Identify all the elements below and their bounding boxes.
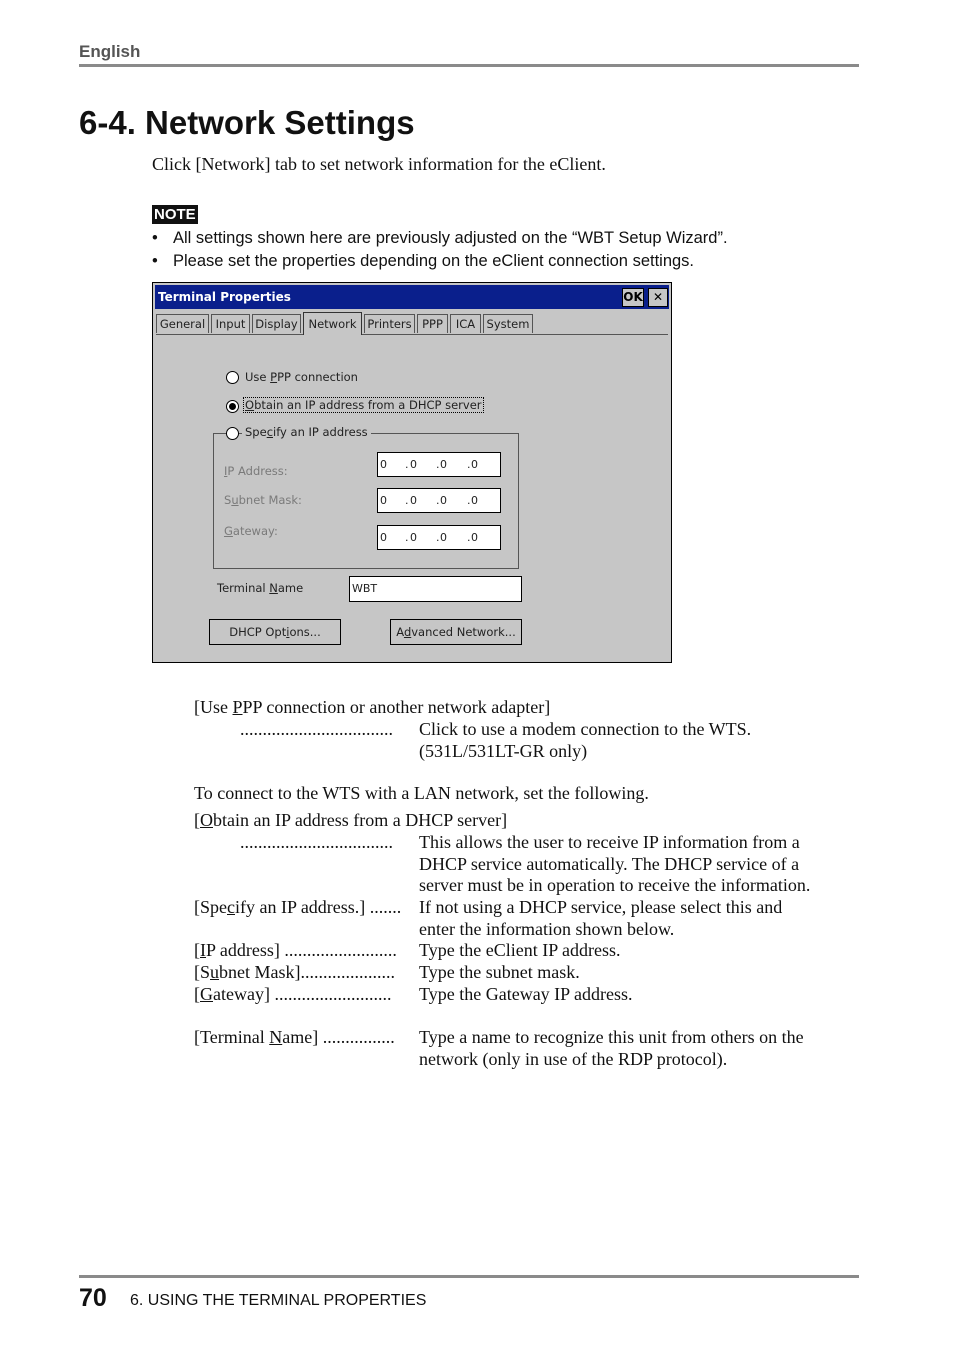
subnet-heading: [Subnet Mask].....................	[194, 962, 395, 982]
tab-printers[interactable]: Printers	[364, 314, 415, 333]
ip-address-label: IP Address:	[224, 464, 288, 478]
close-icon[interactable]: ✕	[648, 288, 668, 307]
footer-chapter: 6. USING THE TERMINAL PROPERTIES	[130, 1292, 427, 1309]
network-tab-panel	[156, 334, 668, 661]
radio-use-ppp-label[interactable]: Use PPP connection	[245, 370, 358, 384]
dhcp-heading: [Obtain an IP address from a DHCP server]	[194, 810, 508, 830]
dhcp-leader-dots: ..................................	[240, 832, 393, 852]
footer-rule	[79, 1275, 859, 1278]
gateway-input[interactable]: 0 . 0 . 0 . 0	[377, 525, 501, 550]
subnet-mask-label: Subnet Mask:	[224, 493, 302, 507]
terminal-name-label: Terminal Name	[217, 581, 304, 595]
tab-ppp[interactable]: PPP	[417, 314, 448, 333]
advanced-network-button[interactable]: Advanced Network...	[390, 619, 522, 645]
header-rule	[79, 64, 859, 67]
terminal-properties-dialog	[152, 282, 672, 663]
gateway-heading: [Gateway] ..........................	[194, 984, 392, 1004]
note-bullet: • Please set the properties depending on the eClient connection settings.	[152, 250, 852, 273]
ip-description: Type the eClient IP address.	[419, 940, 621, 960]
tab-system[interactable]: System	[483, 314, 533, 333]
page-number: 70	[79, 1284, 107, 1312]
dialog-title-bar	[155, 285, 669, 309]
ip-address-input[interactable]: 0 . 0 . 0 . 0	[377, 452, 501, 477]
name-heading: [Terminal Name] ................	[194, 1027, 395, 1047]
note-bullet: • All settings shown here are previously adjusted on the “WBT Setup Wizard”.	[152, 227, 852, 250]
gateway-description: Type the Gateway IP address.	[419, 984, 633, 1004]
specify-description: If not using a DHCP service, please select this and enter the information shown below.	[419, 897, 783, 939]
dhcp-description: This allows the user to receive IP information from a DHCP service automatically. The DHCP service of a server must be in operation to receive the information.	[419, 832, 811, 895]
lan-intro: To connect to the WTS with a LAN network, set the following.	[194, 783, 649, 803]
ok-button[interactable]: OK	[622, 288, 644, 307]
tab-ica[interactable]: ICA	[450, 314, 481, 333]
radio-obtain-dhcp-label[interactable]: Obtain an IP address from a DHCP server	[245, 398, 482, 412]
tab-display[interactable]: Display	[252, 314, 301, 333]
radio-specify-ip[interactable]	[226, 427, 239, 440]
ip-heading: [IP address] .........................	[194, 940, 397, 960]
radio-use-ppp[interactable]	[226, 371, 239, 384]
gateway-label: Gateway:	[224, 524, 278, 538]
page-title: 6-4. Network Settings	[79, 104, 415, 141]
subnet-mask-input[interactable]: 0 . 0 . 0 . 0	[377, 488, 501, 513]
subnet-description: Type the subnet mask.	[419, 962, 580, 982]
name-description: Type a name to recognize this unit from others on the network (only in use of the RDP protocol).	[419, 1027, 804, 1069]
ppp-heading: [Use PPP connection or another network adapter]	[194, 697, 551, 717]
tab-network[interactable]: Network	[303, 312, 362, 335]
ppp-leader-dots: ..................................	[240, 719, 393, 739]
note-label: NOTE	[154, 206, 196, 223]
ppp-description: Click to use a modem connection to the WTS. (531L/531LT-GR only)	[419, 719, 752, 761]
terminal-name-input[interactable]: WBT	[349, 576, 522, 602]
tab-input[interactable]: Input	[211, 314, 250, 333]
dialog-title: Terminal Properties	[158, 290, 291, 304]
note-bullets	[152, 227, 852, 273]
radio-obtain-dhcp[interactable]	[226, 400, 239, 413]
tab-strip	[156, 314, 668, 336]
radio-specify-ip-label[interactable]: Specify an IP address	[242, 425, 371, 439]
specify-heading: [Specify an IP address.] .......	[194, 897, 402, 917]
tab-general[interactable]: General	[156, 314, 209, 333]
dhcp-options-button[interactable]: DHCP Options...	[209, 619, 341, 645]
header-language: English	[79, 42, 141, 61]
intro-text: Click [Network] tab to set network information for the eClient.	[152, 154, 606, 174]
